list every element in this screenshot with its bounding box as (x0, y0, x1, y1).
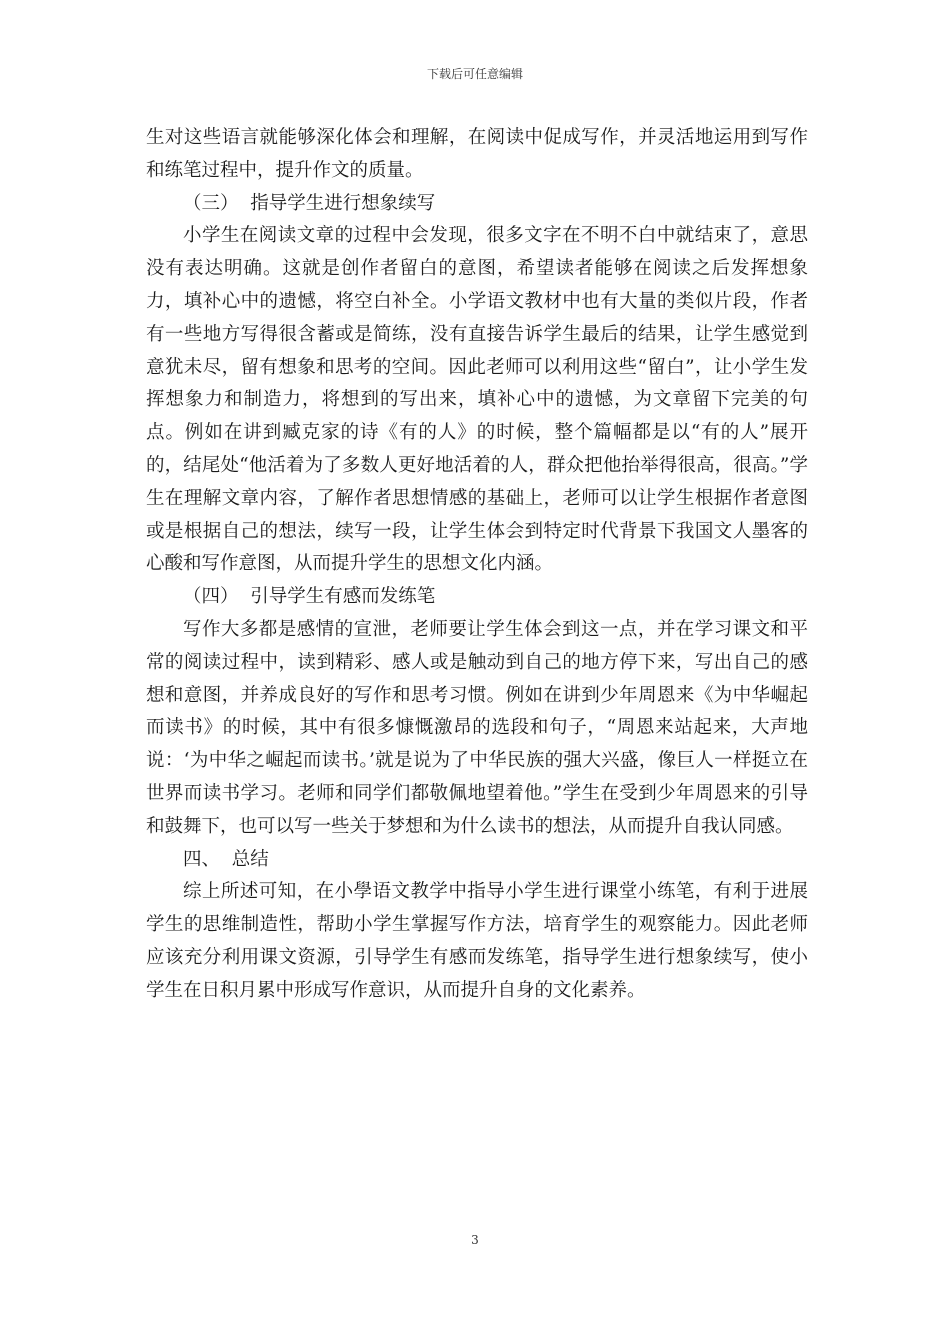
page-number: 3 (471, 1233, 479, 1247)
document-body (146, 122, 808, 1008)
paragraph-emotional-writing: 写作大多都是感情的宣泄，老师要让学生体会到这一点，并在学习课文和平常的阅读过程中，读到精彩、感人或是触动到自己的地方停下来，写出自己的感想和意图，并养成良好的写作和思考习惯。例如在讲到少年周恩来《为中华崛起而读书》的时候，其中有很多慷慨激昂的选段和句子，“周恩来站起来，大声地说：‘为中华之崛起而读书。’就是说为了中华民族的强大兴盛，像巨人一样挺立在世界而读书学习。老师和同学们都敬佩地望着他。”学生在受到少年周恩来的引导和鼓舞下，也可以写一些关于梦想和为什么读书的想法，从而提升自我认同感。 (146, 618, 808, 837)
paragraph-continuation: 生对这些语言就能够深化体会和理解，在阅读中促成写作，并灵活地运用到写作和练笔过程中，提升作文的质量。 (146, 127, 808, 181)
section-heading-3: （三） 指导学生进行想象续写 (183, 192, 436, 214)
paragraph-imagination-writing: 小学生在阅读文章的过程中会发现，很多文字在不明不白中就结束了，意思没有表达明确。这就是创作者留白的意图，希望读者能够在阅读之后发挥想象力，填补心中的遗憾，将空白补全。小学语文教材中也有大量的类似片段，作者有一些地方写得很含蓄或是简练，没有直接告诉学生最后的结果，让学生感觉到意犹未尽，留有想象和思考的空间。因此老师可以利用这些“留白”，让小学生发挥想象力和制造力，将想到的写出来，填补心中的遗憾，为文章留下完美的句点。例如在讲到臧克家的诗《有的人》的时候，整个篇幅都是以“有的人”展开的，结尾处“他活着为了多数人更好地活着的人，群众把他抬举得很高，很高。”学生在理解文章内容，了解作者思想情感的基础上，老师可以让学生根据作者意图或是根据自己的想法，续写一段，让学生体会到特定时代背景下我国文人墨客的心酸和写作意图，从而提升学生的思想文化内涵。 (146, 225, 808, 575)
section-heading-summary: 四、 总结 (183, 848, 269, 870)
section-heading-4: （四） 引导学生有感而发练笔 (183, 586, 436, 608)
page-header: 下载后可任意编辑 (426, 67, 523, 81)
paragraph-summary: 综上所述可知，在小學语文教学中指导小学生进行课堂小练笔，有利于进展学生的思维制造性，帮助小学生掌握写作方法，培育学生的观察能力。因此老师应该充分利用课文资源，引导学生有感而发练笔，指导学生进行想象续写，使小学生在日积月累中形成写作意识，从而提升自身的文化素养。 (146, 881, 808, 1001)
